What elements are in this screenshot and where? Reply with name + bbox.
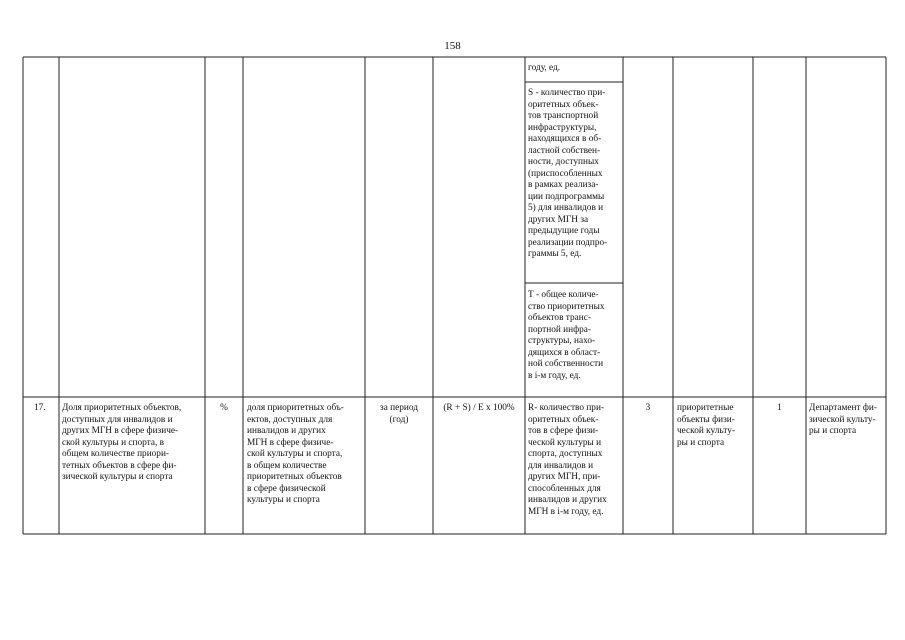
formula: (R + S) / Е х 100% (443, 403, 515, 413)
indicator-name: Доля приоритетных объектов, доступных для инвалидов и других МГН в сфере физиче- ской культуры и спорта, в общем количестве приори- тетных объектов в сфере фи- зической культуры и спорта (62, 403, 182, 482)
row-number: 17. (34, 403, 46, 413)
formula-variable-text: году, ед. (528, 63, 561, 73)
formula-variable-text: S - количество при- оритетных объек- тов транспортной инфраструктуры, находящихся в об- ластной собствен- ности, доступных (приспособленных в рамках реализа- ции подпрограммы 5) для инвалидов и других МГН за предыдущие годы реализации подпро- граммы 5, ед. (528, 88, 608, 259)
period: за период (год) (380, 403, 418, 425)
method-code: 3 (645, 403, 651, 413)
formula-variable-text: R- количество при- оритетных объек- тов в сфере физи- ческой культуры и спорта, доступных для инвалидов и других МГН, при- способленных для инвалидов и других МГН в i-м году, ед. (528, 403, 607, 517)
coverage-code: 1 (777, 403, 782, 413)
page-number: 158 (444, 40, 461, 52)
observation-object: приоритетные объекты физи- ческой культу- ры и спорта (677, 403, 735, 448)
responsible-department: Департамент фи- зической культу- ры и спорта (809, 403, 877, 436)
formula-variable-text: Т - общее количе- ство приоритетных объектов транс- портной инфра- структуры, нахо- дящихся в област- ной собственности в i-м году, ед. (528, 290, 605, 381)
unit: % (220, 403, 228, 413)
indicator-definition: доля приоритетных объ- ектов, доступных для инвалидов и других МГН в сфере физиче- ской культуры и спорта, в общем количестве приоритетных объектов в сфере физической культуры и спорта (247, 403, 344, 505)
